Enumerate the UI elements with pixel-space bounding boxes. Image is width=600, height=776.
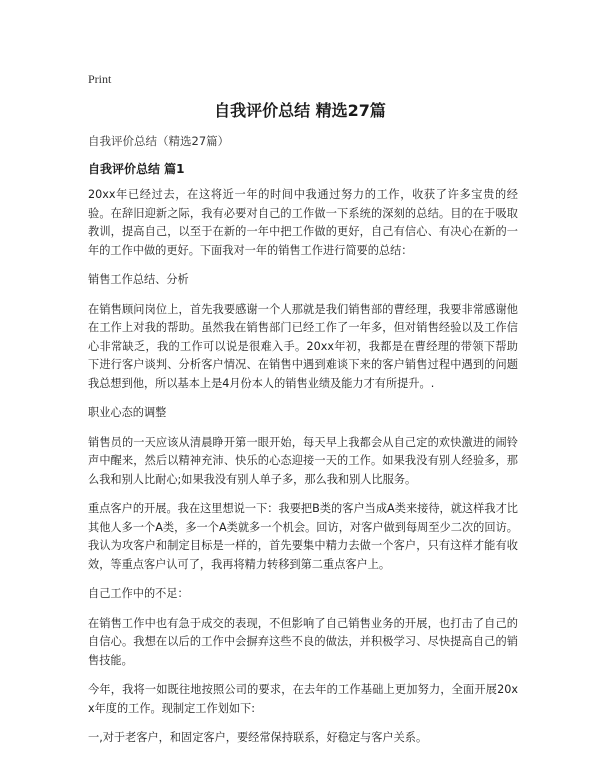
key-clients-paragraph: 重点客户的开展。我在这里想说一下：我要把B类的客户当成A类来接待，就这样我才比其他人多一个A类，多一个A类就多一个机会。回访，对客户做到每周至少二次的回访。我认为攻客户和制定目标是一样的，首先要集中精力去做一个客户，只有这样才能有收效，等重点客户认可了，我再将精力转移到第二重点客户上。 <box>88 502 518 571</box>
intro-paragraph: 20xx年已经过去，在这将近一年的时间中我通过努力的工作，收获了许多宝贵的经验。在辞旧迎新之际，我有必要对自己的工作做一下系统的深刻的总结。目的在于吸取教训，提高自己，以至于在新的一年中把工作做的更好，自己有信心、有决心在新的一年的工作中做的更好。下面我对一年的销售工作进行简要的总结： <box>88 188 518 257</box>
document-body <box>88 132 518 759</box>
sales-consultant-paragraph: 在销售顾问岗位上，首先我要感谢一个人那就是我们销售部的曹经理，我要非常感谢他在工作上对我的帮助。虽然我在销售部门已经工作了一年多，但对销售经验以及工作信心非常缺乏，我的工作可以说是很难入手。20xx年初，我都是在曹经理的带领下帮助下进行客户谈判、分析客户情况、在销售中遇到难谈下来的客户销售过程中遇到的问题我总想到他，所以基本上是4月份本人的销售业绩及能力才有所提升。. <box>88 302 518 390</box>
section-heading: 自我评价总结 篇1 <box>88 162 185 176</box>
sales-summary-heading: 销售工作总结、分析 <box>88 273 189 286</box>
plan-item-1: 一,对于老客户，和固定客户，要经常保持联系，好稳定与客户关系。 <box>88 731 428 744</box>
plan-intro-paragraph: 今年，我将一如既往地按照公司的要求，在去年的工作基础上更加努力，全面开展20xx年度的工作。现制定工作划如下: <box>88 683 518 715</box>
mindset-heading: 职业心态的调整 <box>88 406 167 419</box>
document-title: 自我评价总结 精选27篇 <box>214 101 386 120</box>
print-link[interactable]: Print <box>88 72 112 86</box>
shortcomings-paragraph: 在销售工作中也有急于成交的表现，不但影响了自己销售业务的开展，也打击了自己的自信心。我想在以后的工作中会摒弃这些不良的做法，并积极学习、尽快提高自己的销售技能。 <box>88 616 518 667</box>
shortcomings-heading: 自己工作中的不足： <box>88 587 189 600</box>
document-subtitle: 自我评价总结（精选27篇） <box>88 134 230 148</box>
daily-routine-paragraph: 销售员的一天应该从清晨睁开第一眼开始，每天早上我都会从自己定的欢快激进的闹铃声中醒来，然后以精神充沛、快乐的心态迎接一天的工作。如果我没有别人经验多，那么我和别人比耐心;如果我没有别人单子多，那么我和别人比服务。 <box>88 435 518 486</box>
